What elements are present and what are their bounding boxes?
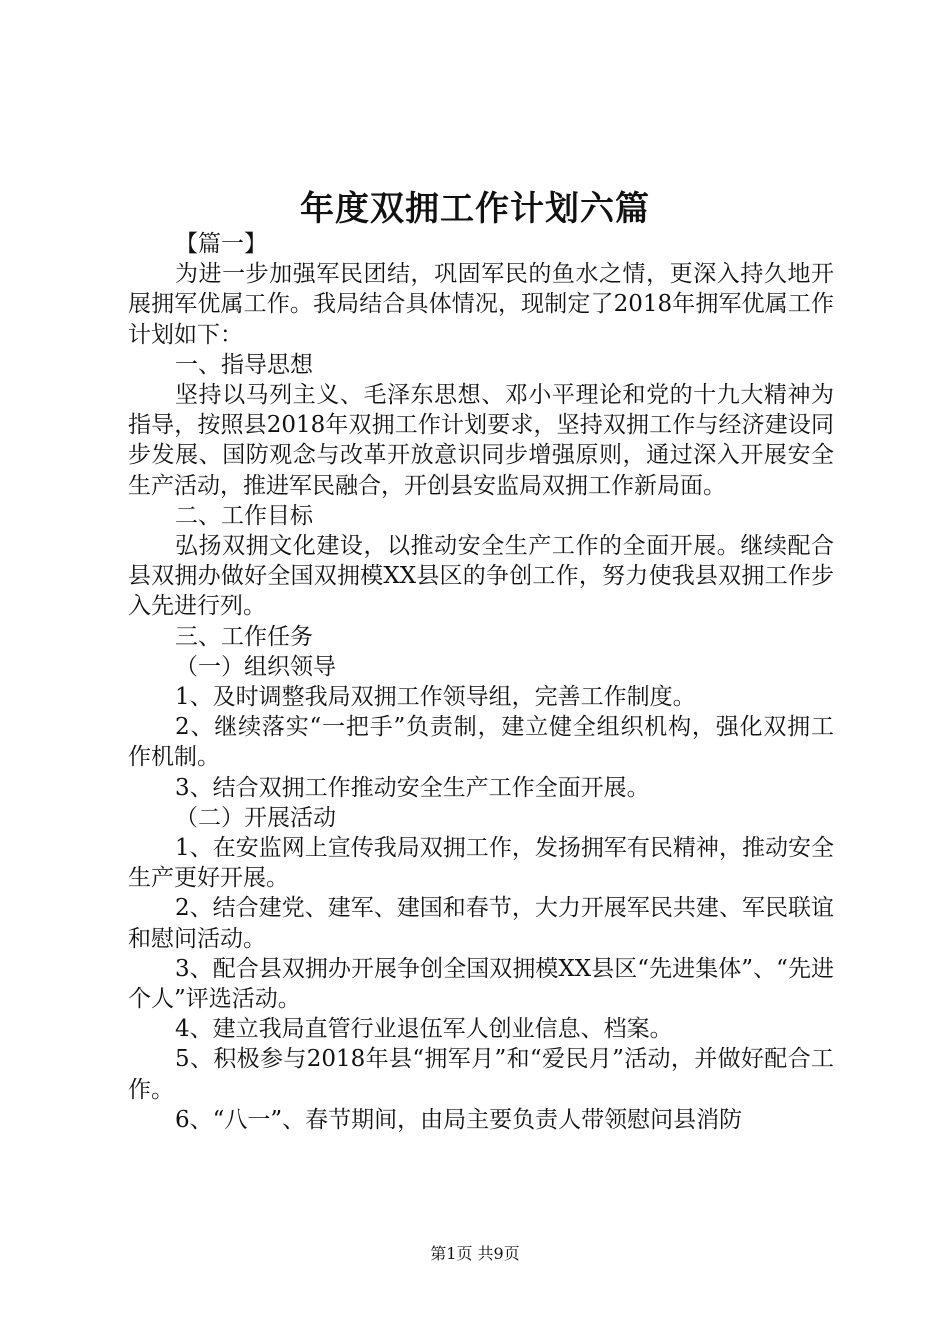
- paragraph-guiding-ideology: 坚持以马列主义、毛泽东思想、邓小平理论和党的十九大精神为指导，按照县2018年双拥工作计划要求，坚持双拥工作与经济建设同步发展、国防观念与改革开放意识同步增强原则，通过深入开展安全生产活动，推进军民融合，开创县安监局双拥工作新局面。: [128, 382, 834, 499]
- subheading-activities: （二）开展活动: [175, 804, 336, 831]
- list-item: 3、配合县双拥办开展争创全国双拥模XX县区“先进集体”、“先进个人”评选活动。: [128, 955, 834, 1013]
- section-marker: 【篇一】: [175, 231, 267, 257]
- page-footer: 第1页 共9页: [430, 1244, 520, 1263]
- list-item: 2、结合建党、建军、建国和春节，大力开展军民共建、军民联谊和慰问活动。: [128, 895, 834, 952]
- list-item: 3、结合双拥工作推动安全生产工作全面开展。: [175, 774, 650, 801]
- list-item: 1、在安监网上宣传我局双拥工作，发扬拥军有民精神，推动安全生产更好开展。: [128, 835, 834, 892]
- heading-work-goals: 二、工作目标: [175, 502, 313, 529]
- intro-paragraph: 为进一步加强军民团结，巩固军民的鱼水之情，更深入持久地开展拥军优属工作。我局结合具体情况，现制定了2018年拥军优属工作计划如下：: [128, 261, 834, 348]
- list-item: 1、及时调整我局双拥工作领导组，完善工作制度。: [175, 684, 696, 711]
- document-title: 年度双拥工作计划六篇: [300, 189, 650, 229]
- list-item: 4、建立我局直管行业退伍军人创业信息、档案。: [175, 1016, 673, 1043]
- heading-guiding-ideology: 一、指导思想: [175, 351, 313, 378]
- list-item: 5、积极参与2018年县“拥军月”和“爱民月”活动，并做好配合工作。: [128, 1046, 834, 1103]
- list-item: 2、继续落实“一把手”负责制，建立健全组织机构，强化双拥工作机制。: [128, 714, 834, 771]
- list-item: 6、“八一”、春节期间，由局主要负责人带领慰问县消防: [175, 1106, 743, 1133]
- paragraph-work-goals: 弘扬双拥文化建设，以推动安全生产工作的全面开展。继续配合县双拥办做好全国双拥模XX县区的争创工作，努力使我县双拥工作步入先进行列。: [128, 533, 834, 620]
- document-body: [128, 229, 834, 1135]
- heading-work-tasks: 三、工作任务: [175, 623, 313, 650]
- subheading-organization: （一）组织领导: [175, 653, 336, 680]
